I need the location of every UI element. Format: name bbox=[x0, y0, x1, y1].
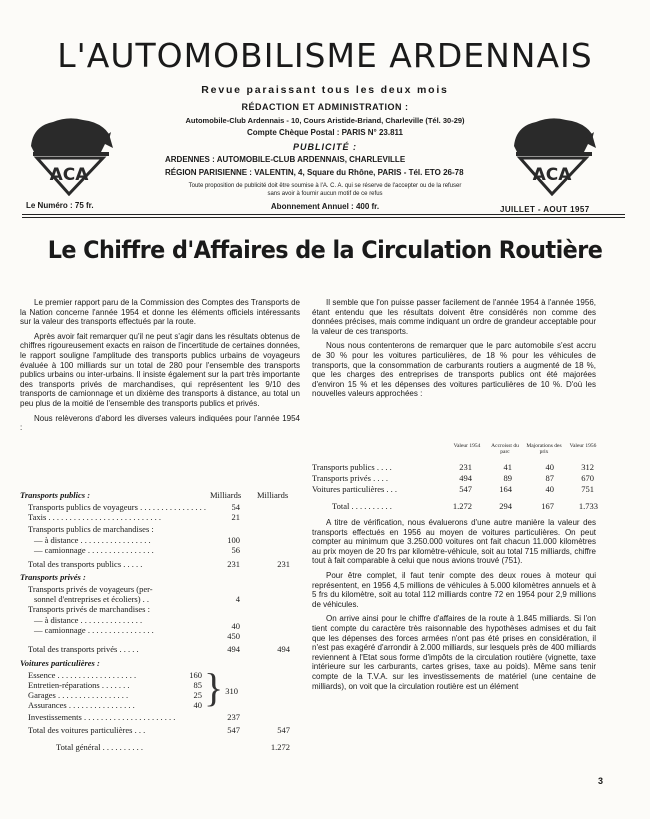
issue-price: Le Numéro : 75 fr. bbox=[26, 201, 94, 210]
brace-value: 310 bbox=[225, 686, 238, 696]
row-label: Transports publics de marchandises : bbox=[28, 524, 154, 534]
table-cell: 89 bbox=[503, 473, 512, 483]
row-value: 56 bbox=[231, 545, 240, 555]
header-accroissement: Accroisst du parc bbox=[491, 443, 519, 455]
col-header-2: Milliards bbox=[257, 490, 289, 500]
table-row-label: Transports privés . . . . bbox=[312, 473, 388, 483]
table-total-cell: 167 bbox=[541, 501, 554, 511]
row-label: — camionnage . . . . . . . . . . . . . . . . bbox=[34, 625, 154, 635]
ardennes-line: ARDENNES : AUTOMOBILE-CLUB ARDENNAIS, CHARLEVILLE bbox=[165, 155, 406, 164]
table-total-cell: 294 bbox=[499, 501, 512, 511]
header-valeur-1954: Valeur 1954 bbox=[453, 443, 481, 449]
total-value: 231 bbox=[227, 559, 240, 569]
page-number: 3 bbox=[598, 776, 604, 786]
headline: Le Chiffre d'Affaires de la Circulation Routière bbox=[47, 236, 603, 264]
logo-text: ACA bbox=[49, 165, 89, 185]
table-cell: 164 bbox=[499, 484, 512, 494]
grand-total-value: 1.272 bbox=[270, 742, 290, 752]
right-paragraph-4: Pour être complet, il faut tenir compte des deux roues à moteur qui représentent, en 1956 4,5 millions de véhicules à 5.000 kilomètres annuels et à 5 frs du kilomètre, soit au total 112 milliards contre 72 en 1954 pour 2,9 millions de véhicules. bbox=[312, 570, 596, 609]
table-cell: 40 bbox=[545, 462, 554, 472]
row-value: 54 bbox=[231, 502, 240, 512]
row-value: 160 bbox=[189, 670, 202, 680]
row-label: — camionnage . . . . . . . . . . . . . . . . bbox=[34, 545, 154, 555]
brace-icon: } bbox=[204, 665, 224, 710]
table-cell: 231 bbox=[459, 462, 472, 472]
row-value: 25 bbox=[193, 690, 202, 700]
right-paragraph-3: A titre de vérification, nous évaluerons d'une autre manière la valeur des transports effectués en 1956 au moyen de voitures particulières. On peut compter au minimum que 3.250.000 voitures ont fait chacun 11.000 kilomètres au prix moyen de 20 frs par kilomètre-véhicule, soit au total 715 milliards, chiffre tout à fait comparable à celui que nous avions trouvé (751). bbox=[312, 518, 596, 566]
row-label: — à distance . . . . . . . . . . . . . . . bbox=[34, 615, 143, 625]
row-value: 100 bbox=[227, 535, 240, 545]
header-majorations: Majorations des prix bbox=[526, 443, 562, 455]
row-label: Assurances . . . . . . . . . . . . . . . . bbox=[28, 700, 135, 710]
table-row-label: Transports publics . . . . bbox=[312, 462, 392, 472]
total-row-label: Total des transports publics . . . . . bbox=[28, 559, 143, 569]
left-value-table bbox=[20, 490, 305, 760]
estimates-table bbox=[312, 443, 602, 518]
cheque: Compte Chèque Postal : PARIS N° 23.811 bbox=[247, 128, 403, 137]
grand-total-label: Total général . . . . . . . . . . bbox=[56, 742, 143, 752]
address: Automobile-Club Ardennais - 10, Cours Aristide-Briand, Charleville (Tél. 30-29) bbox=[185, 116, 465, 125]
total-value-2: 494 bbox=[277, 644, 290, 654]
section-private: Transports privés : bbox=[20, 572, 86, 582]
masthead-rule bbox=[22, 214, 625, 215]
redaction-label: RÉDACTION ET ADMINISTRATION : bbox=[241, 102, 409, 112]
aca-logo-left bbox=[23, 108, 116, 196]
left-paragraph-3: Nous relèverons d'abord les diverses valeurs indiquées pour l'année 1954 : bbox=[20, 413, 300, 433]
publicite-label: PUBLICITÉ : bbox=[293, 142, 357, 152]
row-label: Transports privés de voyageurs (per- bbox=[28, 584, 153, 594]
table-cell: 494 bbox=[459, 473, 472, 483]
table-total-cell: 1.733 bbox=[578, 501, 598, 511]
right-paragraph-1: Il semble que l'on puisse passer facilement de l'année 1954 à l'année 1956, étant entendu que les résultats doivent être considérés non comme des données précises, mais comme indiquant un ordre de grandeur acceptable pour la valeur de ces transports. bbox=[312, 298, 596, 336]
section-public: Transports publics : bbox=[20, 490, 91, 500]
paris-line: RÉGION PARISIENNE : VALENTIN, 4, Square du Rhône, PARIS - Tél. ETO 26-78 bbox=[165, 168, 464, 177]
row-value: 237 bbox=[227, 712, 240, 722]
masthead-rule-thin bbox=[22, 217, 625, 218]
table-cell: 547 bbox=[459, 484, 472, 494]
total-row-label: Total des voitures particulières . . . bbox=[28, 725, 146, 735]
right-paragraph-2: Nous nous contenterons de remarquer que le parc automobile s'est accru de 30 % pour les voitures particulières, de 18 % pour les véhicules de transports, que la consommation de carburants routiers a augmenté de 18 %, que les charges des entreprises de transports publics ont été majorées d'environ 15 % et les dépenses des voitures particulières de 10 %. D'où les nouvelles valeurs approchées : bbox=[312, 341, 596, 399]
masthead-title: L'AUTOMOBILISME ARDENNAIS bbox=[57, 36, 593, 75]
table-cell: 312 bbox=[581, 462, 594, 472]
row-label: Entretien-réparations . . . . . . . bbox=[28, 680, 130, 690]
table-cell: 670 bbox=[581, 473, 594, 483]
row-value: 85 bbox=[193, 680, 202, 690]
left-column bbox=[20, 298, 300, 433]
right-paragraph-5: On arrive ainsi pour le chiffre d'affaires de la route à 1.845 milliards. Si l'on tient compte du caractère très raisonnable des hypothèses admises et du fait que les dépenses des forces armées n'ont pas été prises en considération, il n'est pas exagéré d'arrondir à 2.000 milliards, sur lesquels près de 400 milliards reviennent à l'Etat sous forme d'impôts de la circulation routière (vignette, taxe intérieure sur les carburants, cartes grises, taxe au poids). Même sans tenir compte de la T.V.A. sur les investissements de matériel (une centaine de milliards), on voit que la circulation routière est un élément bbox=[312, 614, 596, 691]
row-label: Transports publics de voyageurs . . . . . . . . . . . . . . . . bbox=[28, 502, 206, 512]
row-value: 21 bbox=[231, 512, 240, 522]
left-paragraph-1: Le premier rapport paru de la Commission des Comptes des Transports de la Nation concerne l'année 1954 et donne les éléments officiels intéressants sur la valeur des transports effectués par la route. bbox=[20, 298, 300, 327]
section-cars: Voitures particulières : bbox=[20, 658, 100, 668]
table-cell: 87 bbox=[545, 473, 554, 483]
row-value: 40 bbox=[193, 700, 202, 710]
row-value: 450 bbox=[227, 631, 240, 641]
table-row-label: Voitures particulières . . . bbox=[312, 484, 398, 494]
right-column-continued bbox=[312, 518, 596, 691]
row-label: sonnel d'entreprises et écoliers) . . bbox=[34, 594, 150, 604]
row-value: 40 bbox=[231, 621, 240, 631]
total-value: 494 bbox=[227, 644, 240, 654]
advert-note: Toute proposition de publicité doit être soumise à l'A. C. A. qui se réserve de l'accepter ou de la refuser sans avoir à fournir aucun motif de ce refus bbox=[188, 183, 462, 197]
aca-logo-right bbox=[506, 108, 599, 196]
left-paragraph-2: Après avoir fait remarquer qu'il ne peut s'agir dans les résultats obtenus de chiffres rigoureusement exacts en raison de l'incertitude de certaines données, le rapport souligne l'amplitude des transports publics urbains de voyageurs évaluée à 100 milliards sur un total de 280 pour l'ensemble des transports publics urbains ou inter-urbains. Il insiste également sur la part très importante des transports privés de marchandises, qui représentent les 9/10 des transports de camionnage et un dixième des transports à distance, au total un peu plus de la moitié de l'ensemble des transports publics et privés. bbox=[20, 331, 300, 408]
row-label: Taxis . . . . . . . . . . . . . . . . . . . . . . . . . . . bbox=[28, 512, 162, 522]
total-row-label: Total des transports privés . . . . . bbox=[28, 644, 139, 654]
total-value-2: 231 bbox=[277, 559, 290, 569]
row-label: Transports privés de marchandises : bbox=[28, 604, 150, 614]
issue-date: JUILLET - AOUT 1957 bbox=[500, 205, 590, 214]
right-column bbox=[312, 298, 596, 399]
table-cell: 751 bbox=[581, 484, 594, 494]
row-value: 4 bbox=[235, 594, 240, 604]
table-total-label: Total . . . . . . . . . . bbox=[332, 501, 392, 511]
table-cell: 41 bbox=[503, 462, 512, 472]
row-label: Investissements . . . . . . . . . . . . . . . . . . . . . . bbox=[28, 712, 176, 722]
row-label: Garages . . . . . . . . . . . . . . . . . bbox=[28, 690, 129, 700]
total-value-2: 547 bbox=[277, 725, 290, 735]
table-total-cell: 1.272 bbox=[452, 501, 472, 511]
header-valeur-1956: Valeur 1956 bbox=[569, 443, 597, 449]
boar-icon bbox=[23, 108, 116, 196]
boar-icon bbox=[506, 108, 599, 196]
logo-text: ACA bbox=[532, 165, 572, 185]
col-header-1: Milliards bbox=[210, 490, 242, 500]
abonnement: Abonnement Annuel : 400 fr. bbox=[270, 202, 380, 211]
masthead-subtitle: Revue paraissant tous les deux mois bbox=[201, 84, 449, 96]
total-value: 547 bbox=[227, 725, 240, 735]
table-cell: 40 bbox=[545, 484, 554, 494]
row-label: Essence . . . . . . . . . . . . . . . . . . . bbox=[28, 670, 137, 680]
row-label: — à distance . . . . . . . . . . . . . . . . . bbox=[34, 535, 151, 545]
